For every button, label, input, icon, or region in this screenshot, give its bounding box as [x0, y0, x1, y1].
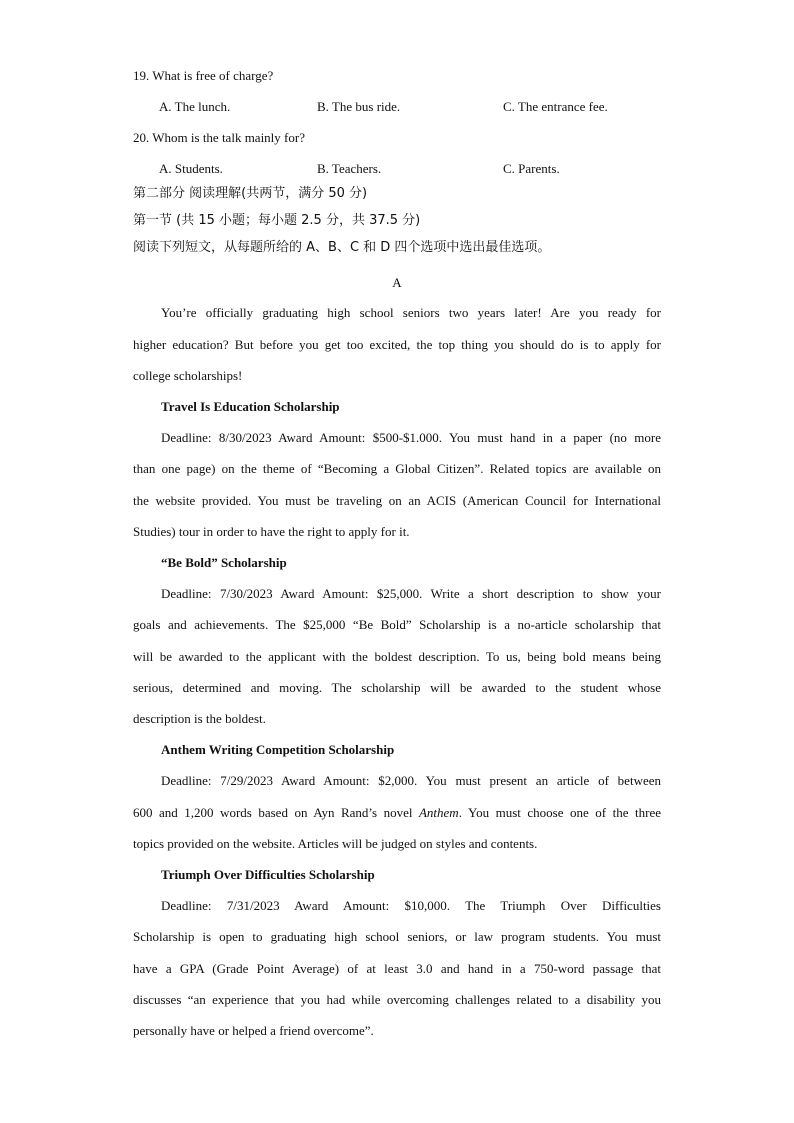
scholarship-3-line-3: topics provided on the website. Articles will be judged on styles and contents.	[133, 836, 538, 851]
scholarship-3-line-1: Deadline: 7/29/2023 Award Amount: $2,000. You must present an article of between	[161, 773, 661, 788]
scholarship-4-line-5: personally have or helped a friend overcome”.	[133, 1023, 374, 1038]
scholarship-2-title: “Be Bold” Scholarship	[161, 555, 287, 570]
scholarship-3-line-2-after: . You must choose one of the three	[458, 805, 661, 820]
question-20-option-a: A. Students.	[159, 161, 223, 176]
scholarship-4-line-1: Deadline: 7/31/2023 Award Amount: $10,000. The Triumph Over Difficulties	[161, 898, 661, 913]
scholarship-1-title: Travel Is Education Scholarship	[161, 399, 340, 414]
scholarship-4-line-3: have a GPA (Grade Point Average) of at least 3.0 and hand in a 750-word passage that	[133, 961, 661, 976]
question-19: 19. What is free of charge?	[133, 68, 274, 83]
intro-line-1: You’re officially graduating high school seniors two years later! Are you ready for	[161, 305, 661, 320]
scholarship-2-line-3: will be awarded to the applicant with the boldest description. To us, being bold means being	[133, 649, 661, 664]
scholarship-3-line-2-before: 600 and 1,200 words based on Ayn Rand’s novel	[133, 805, 419, 820]
scholarship-3-title: Anthem Writing Competition Scholarship	[161, 742, 395, 757]
intro-line-2: higher education? But before you get too excited, the top thing you should do is to apply for	[133, 337, 661, 352]
instructions: 阅读下列短文，从每题所给的 A、B、C 和 D 四个选项中选出最佳选项。	[133, 240, 551, 255]
intro-line-3: college scholarships!	[133, 368, 243, 383]
scholarship-1-line-3: the website provided. You must be traveling on an ACIS (American Council for International	[133, 493, 661, 508]
scholarship-4-line-2: Scholarship is open to graduating high school seniors, or law program students. You must	[133, 929, 661, 944]
question-19-option-c: C. The entrance fee.	[503, 99, 608, 114]
scholarship-2-line-5: description is the boldest.	[133, 711, 266, 726]
scholarship-3-line-2	[133, 805, 661, 821]
part-heading: 第二部分 阅读理解(共两节，满分 50 分)	[133, 186, 368, 201]
scholarship-4-title: Triumph Over Difficulties Scholarship	[161, 867, 375, 882]
scholarship-1-line-1: Deadline: 8/30/2023 Award Amount: $500-$1.000. You must hand in a paper (no more	[161, 430, 661, 445]
novel-title: Anthem	[418, 805, 459, 820]
passage-label: A	[392, 275, 402, 290]
question-19-option-b: B. The bus ride.	[317, 99, 401, 114]
scholarship-4-line-4: discusses “an experience that you had while overcoming challenges related to a disability you	[133, 992, 661, 1007]
question-20-option-b: B. Teachers.	[317, 161, 382, 176]
question-20: 20. Whom is the talk mainly for?	[133, 130, 305, 145]
question-20-option-c: C. Parents.	[503, 161, 560, 176]
scholarship-2-line-4: serious, determined and moving. The scholarship will be awarded to the student whose	[133, 680, 661, 695]
scholarship-1-line-2: than one page) on the theme of “Becoming a Global Citizen”. Related topics are available on	[133, 461, 661, 476]
section-heading: 第一节 (共 15 小题；每小题 2.5 分，共 37.5 分)	[133, 213, 421, 228]
scholarship-2-line-1: Deadline: 7/30/2023 Award Amount: $25,000. Write a short description to show your	[161, 586, 661, 601]
scholarship-1-line-4: Studies) tour in order to have the right to apply for it.	[133, 524, 410, 539]
scholarship-2-line-2: goals and achievements. The $25,000 “Be Bold” Scholarship is a no-article scholarship that	[133, 617, 661, 632]
question-19-option-a: A. The lunch.	[159, 99, 231, 114]
